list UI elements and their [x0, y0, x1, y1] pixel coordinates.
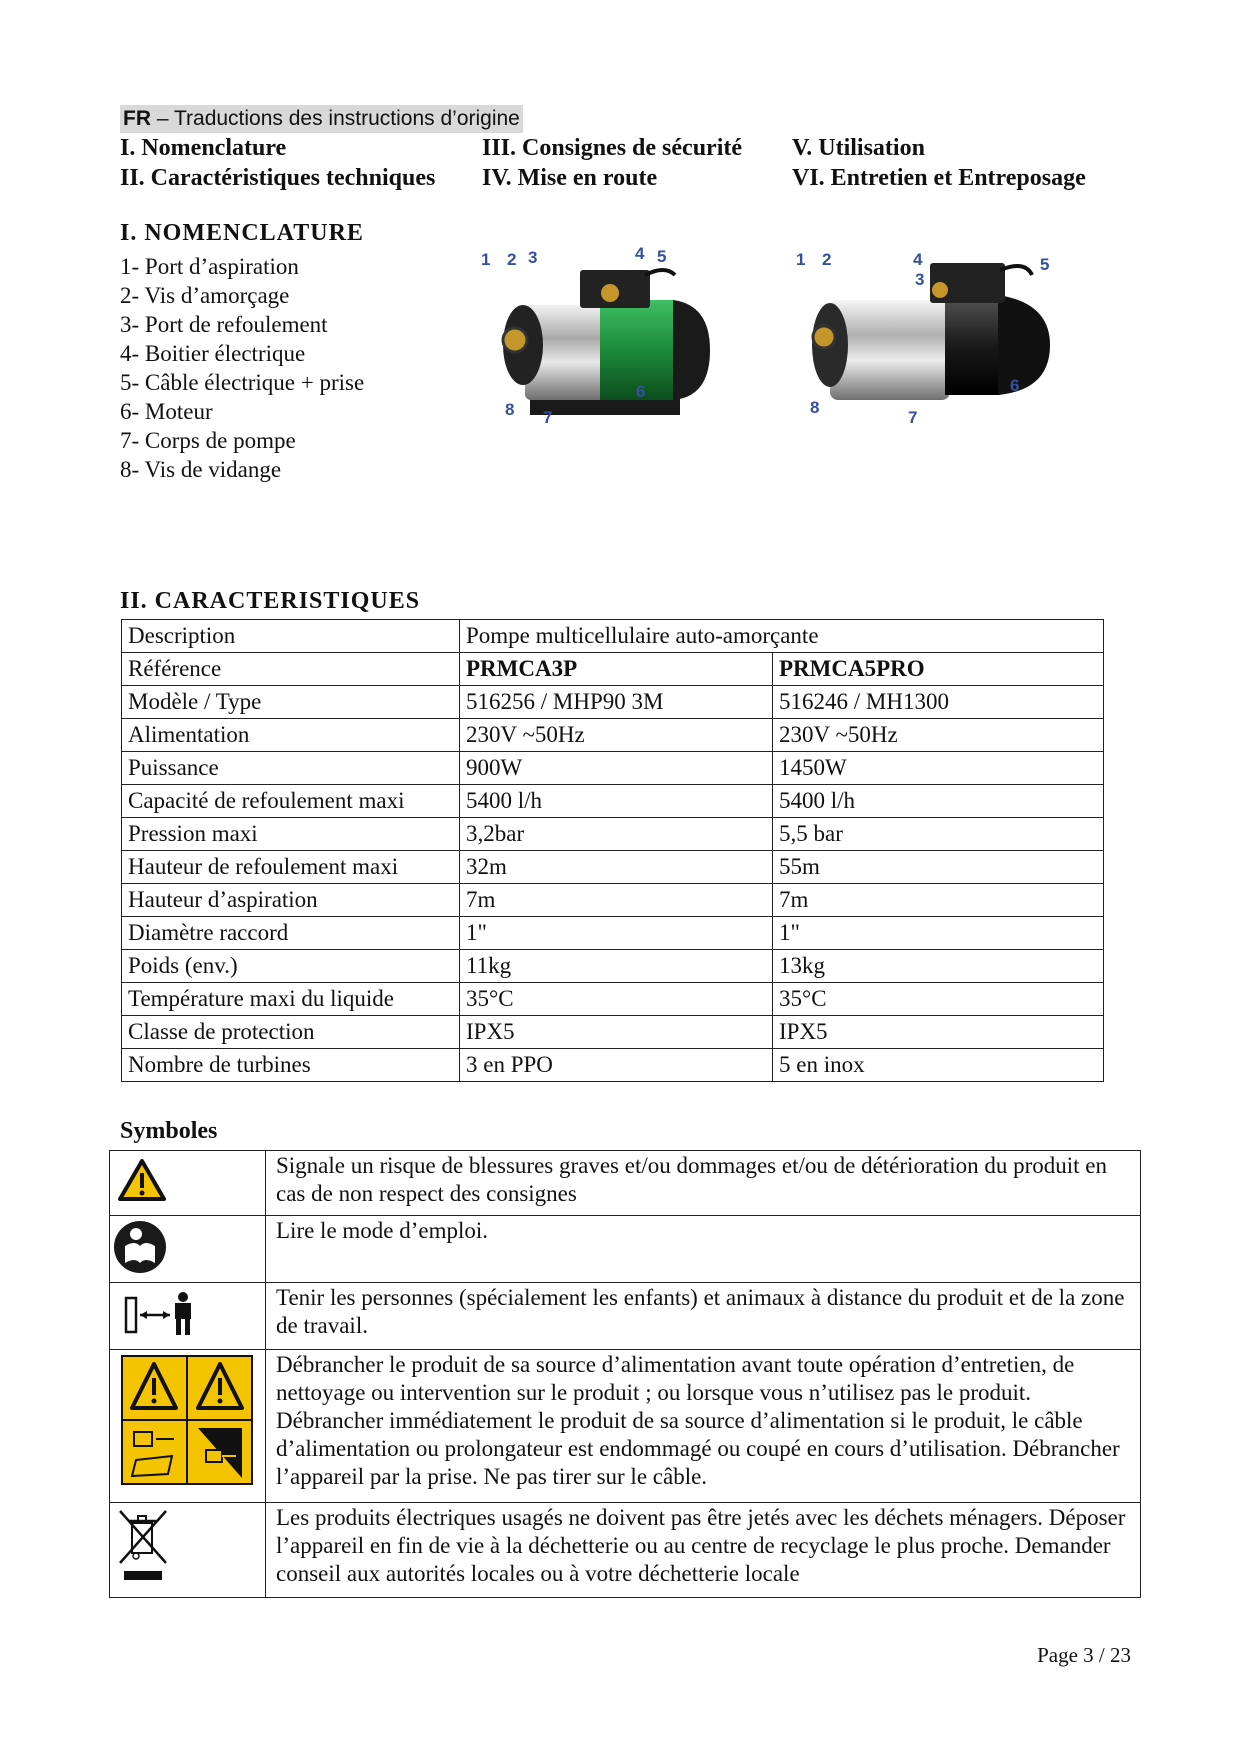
spec-value-prmca3p: 35°C — [460, 983, 773, 1016]
table-row — [122, 950, 1104, 983]
nomenclature-item: 8- Vis de vidange — [120, 457, 282, 482]
nomenclature-item: 2- Vis d’amorçage — [120, 283, 290, 308]
callout-label: 6 — [636, 382, 646, 401]
document-header — [120, 105, 523, 133]
table-row — [122, 686, 1104, 719]
spec-value-prmca5pro: IPX5 — [773, 1016, 1104, 1049]
spec-value-prmca5pro: 35°C — [773, 983, 1104, 1016]
symbols-title: Symboles — [120, 1118, 218, 1144]
table-row — [122, 752, 1104, 785]
pump-motor — [945, 295, 1000, 395]
symbol-description: Tenir les personnes (spécialement les enfants) et animaux à distance du produit et de la zone de travail. — [266, 1283, 1141, 1350]
spec-value-prmca3p: 7m — [460, 884, 773, 917]
motor-end-cap — [673, 300, 710, 400]
spec-value-prmca3p: 32m — [460, 851, 773, 884]
callout-label: 7 — [908, 408, 918, 427]
spec-label: Température maxi du liquide — [122, 983, 460, 1016]
page-number: Page 3 / 23 — [1037, 1643, 1131, 1667]
toc-item-entretien: VI. Entretien et Entreposage — [792, 165, 1086, 191]
spec-value-prmca3p: 900W — [460, 752, 773, 785]
table-row — [122, 818, 1104, 851]
spec-value-prmca5pro: 5 en inox — [773, 1049, 1104, 1082]
callout-label: 2 — [822, 250, 832, 269]
symbol-description: Signale un risque de blessures graves et/ou dommages et/ou de détérioration du produit en cas de non respect des consignes — [266, 1151, 1141, 1216]
spec-label: Référence — [122, 653, 460, 686]
callout-label: 5 — [657, 247, 667, 266]
discharge-port — [932, 282, 948, 298]
nomenclature-title: I. NOMENCLATURE — [120, 220, 364, 246]
keep-distance-icon — [110, 1283, 265, 1343]
spec-value-prmca3p: 3,2bar — [460, 818, 773, 851]
spec-value-prmca5pro: 1450W — [773, 752, 1104, 785]
spec-label: Alimentation — [122, 719, 460, 752]
toc-item-nomenclature: I. Nomenclature — [120, 135, 287, 161]
spec-label: Description — [122, 620, 460, 653]
spec-value-prmca3p: 230V ~50Hz — [460, 719, 773, 752]
pump-image-prmca5pro — [796, 245, 1070, 430]
nomenclature-item: 4- Boitier électrique — [120, 341, 306, 366]
callout-label: 1 — [481, 250, 491, 269]
spec-label: Nombre de turbines — [122, 1049, 460, 1082]
toc-item-mise-en-route: IV. Mise en route — [482, 165, 658, 191]
spec-value-prmca5pro: PRMCA5PRO — [773, 653, 1104, 686]
table-row — [122, 851, 1104, 884]
spec-value-prmca3p: 5400 l/h — [460, 785, 773, 818]
table-row — [110, 1283, 1141, 1350]
table-row — [122, 884, 1104, 917]
nomenclature-item: 3- Port de refoulement — [120, 312, 328, 337]
toc-item-consignes: III. Consignes de sécurité — [482, 135, 743, 161]
spec-label: Capacité de refoulement maxi — [122, 785, 460, 818]
spec-value-prmca5pro: 1" — [773, 917, 1104, 950]
spec-value-prmca3p: 1" — [460, 917, 773, 950]
spec-value-prmca3p: PRMCA3P — [460, 653, 773, 686]
callout-label: 4 — [635, 244, 645, 263]
callout-label: 3 — [915, 270, 925, 289]
table-row — [122, 620, 1104, 653]
spec-value-prmca3p: IPX5 — [460, 1016, 773, 1049]
table-row — [122, 1016, 1104, 1049]
symbol-description: Lire le mode d’emploi. — [266, 1216, 1141, 1283]
spec-label: Diamètre raccord — [122, 917, 460, 950]
spec-value-prmca5pro: 516246 / MH1300 — [773, 686, 1104, 719]
spec-label: Hauteur de refoulement maxi — [122, 851, 460, 884]
suction-port — [813, 326, 835, 348]
pump-body — [830, 300, 950, 400]
warning-triangle-icon — [110, 1151, 265, 1209]
spec-label: Modèle / Type — [122, 686, 460, 719]
spec-label: Poids (env.) — [122, 950, 460, 983]
discharge-port — [601, 284, 619, 302]
nomenclature-list — [120, 252, 364, 484]
spec-value: Pompe multicellulaire auto-amorçante — [460, 620, 1104, 653]
spec-value-prmca5pro: 7m — [773, 884, 1104, 917]
table-row — [122, 1049, 1104, 1082]
callout-label: 3 — [528, 248, 538, 267]
table-row — [110, 1503, 1141, 1598]
table-row — [122, 719, 1104, 752]
spec-value-prmca5pro: 230V ~50Hz — [773, 719, 1104, 752]
spec-label: Classe de protection — [122, 1016, 460, 1049]
motor-end-cap — [998, 295, 1050, 395]
toc-column-1 — [120, 133, 435, 193]
spec-label: Hauteur d’aspiration — [122, 884, 460, 917]
suction-port — [503, 328, 527, 352]
spec-label: Pression maxi — [122, 818, 460, 851]
read-manual-icon — [110, 1216, 265, 1276]
callout-label: 8 — [810, 398, 820, 417]
symbol-description: Les produits électriques usagés ne doivent pas être jetés avec les déchets ménagers. Déposer l’appareil en fin de vie à la déchetterie ou au centre de recyclage le plus proche. Demander conseil aux autorités locales ou à votre déchetterie locale — [266, 1503, 1141, 1598]
spec-value-prmca5pro: 55m — [773, 851, 1104, 884]
table-row — [122, 983, 1104, 1016]
toc-column-2 — [482, 133, 742, 193]
spec-value-prmca3p: 516256 / MHP90 3M — [460, 686, 773, 719]
symbols-table — [109, 1150, 1141, 1598]
spec-value-prmca5pro: 5400 l/h — [773, 785, 1104, 818]
language-code: FR — [123, 107, 151, 130]
table-row — [122, 785, 1104, 818]
spec-value-prmca3p: 3 en PPO — [460, 1049, 773, 1082]
pump-image-prmca3p — [481, 244, 745, 430]
toc-column-3 — [792, 133, 1086, 193]
callout-label: 4 — [913, 250, 923, 269]
table-row — [110, 1151, 1141, 1216]
toc-item-caracteristiques: II. Caractéristiques techniques — [120, 165, 436, 191]
table-row — [110, 1216, 1141, 1283]
callout-label: 2 — [507, 250, 517, 269]
callout-label: 5 — [1040, 255, 1050, 274]
spec-value-prmca5pro: 13kg — [773, 950, 1104, 983]
callout-label: 1 — [796, 250, 806, 269]
table-row — [122, 653, 1104, 686]
spec-label: Puissance — [122, 752, 460, 785]
specs-title: II. CARACTERISTIQUES — [120, 588, 421, 614]
callout-label: 7 — [543, 408, 553, 427]
spec-value-prmca5pro: 5,5 bar — [773, 818, 1104, 851]
nomenclature-item: 7- Corps de pompe — [120, 428, 296, 453]
nomenclature-item: 6- Moteur — [120, 399, 213, 424]
table-row — [122, 917, 1104, 950]
callout-label: 6 — [1010, 376, 1020, 395]
power-cable — [645, 270, 675, 275]
callout-label: 8 — [505, 400, 515, 419]
table-row — [110, 1350, 1141, 1503]
weee-bin-icon — [110, 1503, 265, 1591]
header-title: – Traductions des instructions d’origine — [151, 107, 520, 130]
spec-value-prmca3p: 11kg — [460, 950, 773, 983]
nomenclature-item: 5- Câble électrique + prise — [120, 370, 365, 395]
unplug-warning-icon — [110, 1350, 265, 1496]
toc-item-utilisation: V. Utilisation — [792, 135, 925, 161]
symbol-description: Débrancher le produit de sa source d’alimentation avant toute opération d’entretien, de nettoyage ou intervention sur le produit ; ou lorsque vous n’utilisez pas le produit. Débrancher immédiatement le produit de sa source d’alimentation si le produit, le câble d’alimentation ou prolongateur est endommagé ou coupé en cours d’utilisation. Débrancher l’appareil par la prise. Ne pas tirer sur le câble. — [266, 1350, 1141, 1503]
specs-table — [121, 619, 1104, 1082]
nomenclature-item: 1- Port d’aspiration — [120, 254, 299, 279]
